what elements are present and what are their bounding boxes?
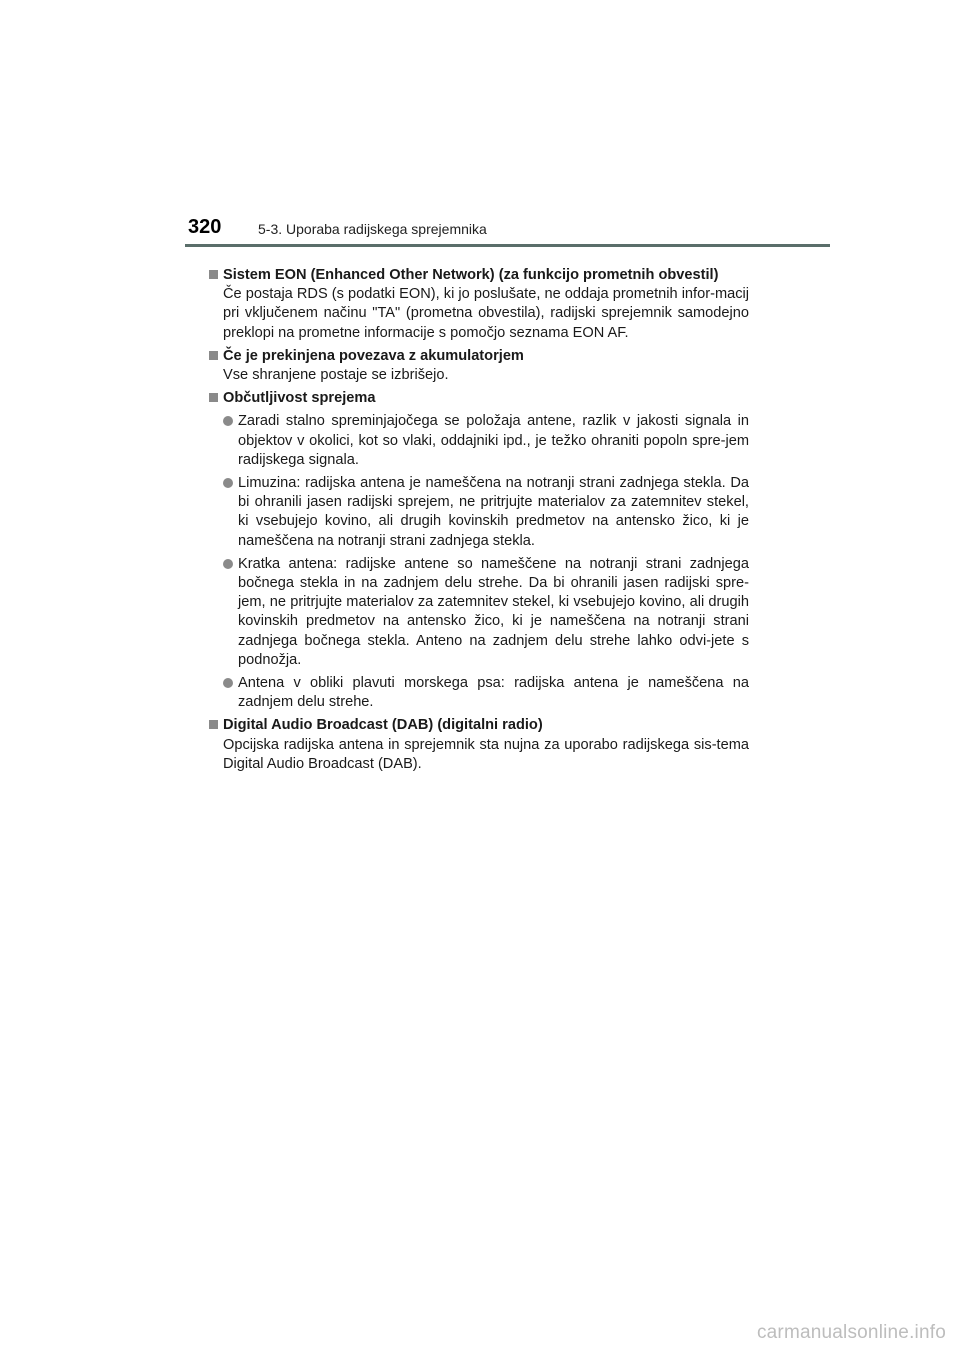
list-item-text: Zaradi stalno spreminjajočega se položaja antene, razlik v jakosti signala in objektov v okolici, kot so vlaki, oddajniki ipd., je težko ohraniti popoln spre-jem radijskega signala. xyxy=(238,413,749,468)
section-body: Če postaja RDS (s podatki EON), ki jo poslušate, ne oddaja prometnih infor-macij pri vključenem načinu "TA" (prometna obvestila), radijski sprejemnik samodejno preklopi na prometne informacije s pomočjo seznama EON AF. xyxy=(223,286,749,341)
section-body: Opcijska radijska antena in sprejemnik sta nujna za uporabo radijskega sis-tema Digital Audio Broadcast (DAB). xyxy=(223,736,749,772)
list-item xyxy=(223,555,749,670)
section-reception xyxy=(209,389,749,712)
section-body: Vse shranjene postaje se izbrišejo. xyxy=(223,367,449,384)
section-dab xyxy=(209,716,749,774)
section-heading-text: Digital Audio Broadcast (DAB) (digitalni radio) xyxy=(223,717,543,734)
list-item xyxy=(223,412,749,470)
section-heading xyxy=(209,389,749,408)
header-divider xyxy=(185,244,830,247)
square-bullet-icon xyxy=(209,393,218,402)
section-heading xyxy=(209,716,749,735)
watermark: carmanualsonline.info xyxy=(756,1322,946,1343)
circle-bullet-icon xyxy=(223,559,233,569)
chapter-title: 5-3. Uporaba radijskega sprejemnika xyxy=(258,221,487,237)
section-heading-text: Sistem EON (Enhanced Other Network) (za funkcijo prometnih obvestil) xyxy=(223,267,719,283)
page-number: 320 xyxy=(188,216,222,238)
list-item-text: Kratka antena: radijske antene so nameščene na notranji strani zadnjega bočnega stekla in na zadnjem delu strehe. Da bi ohranili jasen radijski spre-jem, ne pritrjujte materialov za zatemnitev stekel, ki vsebujejo kovino, ali drugih kovinskih predmetov na antensko žico, ki je nameščena na notranji strani zadnjega bočnega stekla. Anteno na zadnjem delu strehe lahko odvi-jete s podnožja. xyxy=(238,555,749,668)
square-bullet-icon xyxy=(209,720,218,729)
square-bullet-icon xyxy=(209,351,218,360)
list-item xyxy=(223,674,749,712)
section-eon xyxy=(209,266,749,343)
section-heading xyxy=(209,266,749,285)
page-header xyxy=(0,0,960,276)
circle-bullet-icon xyxy=(223,416,233,426)
circle-bullet-icon xyxy=(223,478,233,488)
section-heading xyxy=(209,347,749,366)
section-heading-text: Občutljivost sprejema xyxy=(223,390,376,407)
circle-bullet-icon xyxy=(223,678,233,688)
list-item xyxy=(223,474,749,551)
document-body xyxy=(209,266,749,778)
list-item-text: Antena v obliki plavuti morskega psa: radijska antena je nameščena na zadnjem delu strehe. xyxy=(238,675,749,711)
section-battery xyxy=(209,347,749,385)
bullet-list xyxy=(223,412,749,712)
list-item-text: Limuzina: radijska antena je nameščena na notranji strani zadnjega stekla. Da bi ohranili jasen radijski sprejem, ne pritrjujte materialov za zatemnitev stekel, ki vsebujejo kovino, ali drugih kovinskih predmetov na antensko žico, ki je nameščena na notranji strani zadnjega stekla. xyxy=(238,475,749,549)
square-bullet-icon xyxy=(209,270,218,279)
section-heading-text: Če je prekinjena povezava z akumulatorjem xyxy=(223,347,524,364)
